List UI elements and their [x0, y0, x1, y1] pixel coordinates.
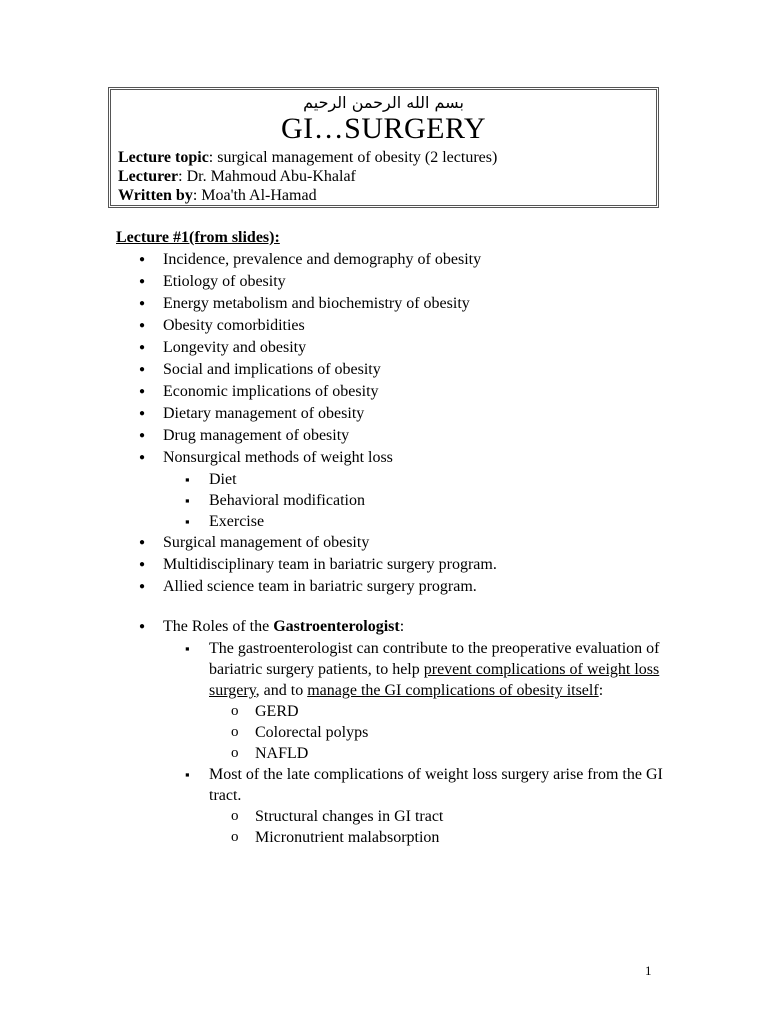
roles-point-2-text: Most of the late complications of weight loss surgery arise from the GI tract.	[209, 766, 663, 804]
lecture-topic-value: : surgical management of obesity (2 lectures)	[208, 149, 498, 166]
list-item: ● Etiology of obesity	[116, 271, 676, 293]
list-item: ● Energy metabolism and biochemistry of obesity	[116, 293, 676, 315]
list-item: ● Drug management of obesity	[116, 425, 676, 447]
roles-bold: Gastroenterologist	[273, 618, 400, 635]
list-item-label: Nonsurgical methods of weight loss	[163, 449, 393, 466]
roles-point-1-text-c: :	[598, 682, 604, 699]
late-complications-list	[209, 806, 676, 848]
header-box	[108, 87, 659, 208]
sub-sub-list-item: o NAFLD	[209, 743, 676, 764]
written-by-line	[118, 186, 656, 205]
sub-list-item: ▪ Exercise	[163, 511, 676, 532]
sub-sub-list-item: o Micronutrient malabsorption	[209, 827, 676, 848]
roles-prefix: The Roles of the	[163, 618, 274, 635]
topic-list	[116, 249, 676, 848]
list-item: ● Multidisciplinary team in bariatric surgery program.	[116, 554, 676, 576]
sub-list-item: ▪ Diet	[163, 469, 676, 490]
list-item-nonsurgical	[116, 447, 676, 532]
lecturer-value: : Dr. Mahmoud Abu-Khalaf	[178, 168, 356, 185]
section-heading: Lecture #1(from slides):	[116, 229, 280, 246]
list-item: ● Economic implications of obesity	[116, 381, 676, 403]
lecture-topic-line	[118, 148, 656, 167]
written-by-label: Written by	[118, 187, 193, 204]
list-item-roles	[116, 616, 676, 848]
roles-point-1	[163, 638, 676, 764]
written-by-value: : Moa'th Al-Hamad	[192, 187, 317, 204]
gi-complications-list	[209, 701, 676, 764]
sub-sub-list-item: o Structural changes in GI tract	[209, 806, 676, 827]
sub-sub-list-item: o Colorectal polyps	[209, 722, 676, 743]
list-item: ● Longevity and obesity	[116, 337, 676, 359]
document-title: GI…SURGERY	[280, 112, 487, 145]
roles-point-2	[163, 764, 676, 848]
lecturer-label: Lecturer	[118, 168, 179, 185]
lecturer-line	[118, 167, 656, 186]
list-item: ● Allied science team in bariatric surgery program.	[116, 576, 676, 598]
roles-point-1-text-a: The gastroenterologist can contribute to the preoperative evaluation of bariatric surgery patients, to help	[209, 640, 660, 678]
roles-suffix: :	[399, 618, 405, 635]
list-item: ● Social and implications of obesity	[116, 359, 676, 381]
roles-point-1-underline-b: manage the GI complications of obesity itself	[307, 682, 599, 699]
list-item: ● Incidence, prevalence and demography of obesity	[116, 249, 676, 271]
lecture-topic-label: Lecture topic	[118, 149, 209, 166]
page-number: 1	[645, 963, 652, 978]
list-item: ● Dietary management of obesity	[116, 403, 676, 425]
roles-sublist	[163, 638, 676, 848]
sub-sub-list-item: o GERD	[209, 701, 676, 722]
roles-point-1-underline-a: prevent complications of weight loss surgery	[209, 661, 660, 699]
sub-list-item: ▪ Behavioral modification	[163, 490, 676, 511]
list-item: ● Surgical management of obesity	[116, 532, 676, 554]
roles-point-1-text-b: , and to	[255, 682, 308, 699]
list-item: ● Obesity comorbidities	[116, 315, 676, 337]
nonsurgical-sublist	[163, 469, 676, 532]
basmala: بسم الله الرحمن الرحيم	[303, 93, 464, 112]
